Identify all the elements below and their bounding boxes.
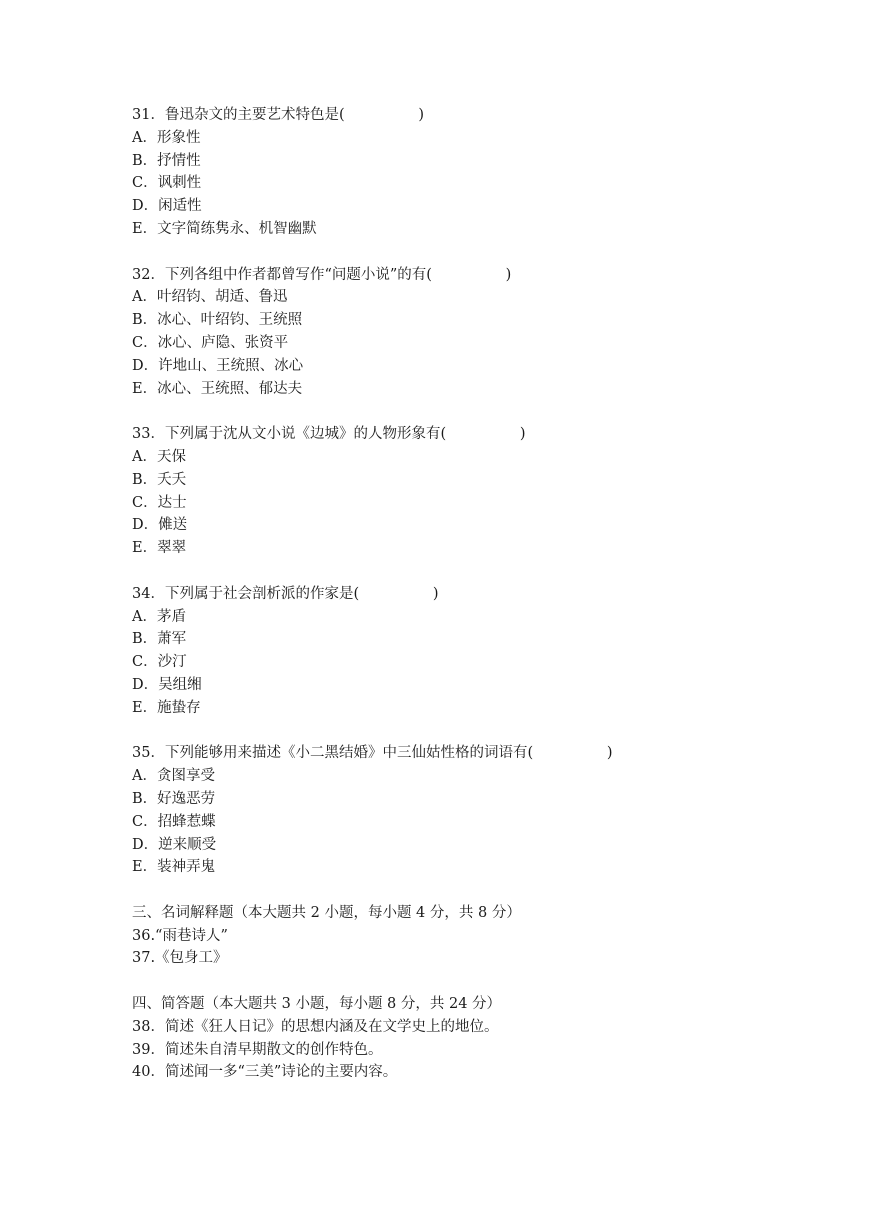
- option-c: C．沙汀: [132, 654, 187, 671]
- option-a: A．天保: [132, 448, 186, 465]
- question-32: [132, 264, 832, 401]
- option-e: E．冰心、王统照、郁达夫: [132, 380, 303, 397]
- option-e: E．装神弄鬼: [132, 859, 216, 876]
- option-c: C．招蜂惹蝶: [132, 813, 216, 830]
- option-b: B．好逸恶劳: [132, 790, 216, 807]
- option-d: D．闲适性: [132, 198, 202, 215]
- option-d: D．逆来顺受: [132, 836, 217, 853]
- option-e: E．翠翠: [132, 540, 187, 557]
- option-c: C．讽刺性: [132, 175, 202, 192]
- option-b: B．冰心、叶绍钧、王统照: [132, 312, 303, 329]
- option-a: A．形象性: [132, 129, 201, 146]
- option-d: D．许地山、王统照、冰心: [132, 357, 304, 374]
- spacer: [132, 400, 832, 423]
- question-40: 40．简述闻一多“三美”诗论的主要内容。: [132, 1064, 398, 1081]
- question-stem: 32．下列各组中作者都曾写作“问题小说”的有( ): [132, 266, 512, 283]
- spacer: [132, 970, 832, 993]
- option-d: D．吴组缃: [132, 676, 202, 693]
- question-stem: 35．下列能够用来描述《小二黑结婚》中三仙姑性格的词语有( ): [132, 745, 613, 762]
- option-d: D．傩送: [132, 517, 188, 534]
- question-31: [132, 104, 832, 241]
- option-e: E．施蛰存: [132, 699, 201, 716]
- question-stem: 31．鲁迅杂文的主要艺术特色是( ): [132, 107, 425, 123]
- question-39: 39．简述朱自清早期散文的创作特色。: [132, 1041, 383, 1058]
- question-stem: 34．下列属于社会剖析派的作家是( ): [132, 585, 439, 602]
- question-36: 36.“雨巷诗人”: [132, 927, 228, 944]
- option-a: A．叶绍钧、胡适、鲁迅: [132, 289, 288, 306]
- option-e: E．文字简练隽永、机智幽默: [132, 220, 317, 237]
- question-33: [132, 423, 832, 560]
- question-37: 37.《包身工》: [132, 950, 228, 967]
- option-b: B．萧军: [132, 631, 187, 648]
- section-term-explanation: [132, 902, 832, 970]
- section-title: 四、简答题（本大题共 3 小题，每小题 8 分，共 24 分）: [132, 996, 502, 1013]
- option-a: A．茅盾: [132, 608, 186, 625]
- spacer: [132, 241, 832, 264]
- spacer: [132, 879, 832, 902]
- question-38: 38．简述《狂人日记》的思想内涵及在文学史上的地位。: [132, 1018, 499, 1035]
- question-35: [132, 742, 832, 879]
- question-stem: 33．下列属于沈从文小说《边城》的人物形象有( ): [132, 426, 526, 443]
- option-b: B．夭夭: [132, 471, 187, 488]
- option-c: C．冰心、庐隐、张资平: [132, 334, 289, 351]
- spacer: [132, 720, 832, 743]
- spacer: [132, 560, 832, 583]
- option-a: A．贪图享受: [132, 768, 215, 785]
- question-34: [132, 583, 832, 720]
- option-b: B．抒情性: [132, 152, 201, 169]
- option-c: C．达士: [132, 494, 187, 511]
- document-content: [132, 104, 832, 1084]
- section-title: 三、名词解释题（本大题共 2 小题，每小题 4 分，共 8 分）: [132, 904, 521, 921]
- section-short-answer: [132, 993, 832, 1084]
